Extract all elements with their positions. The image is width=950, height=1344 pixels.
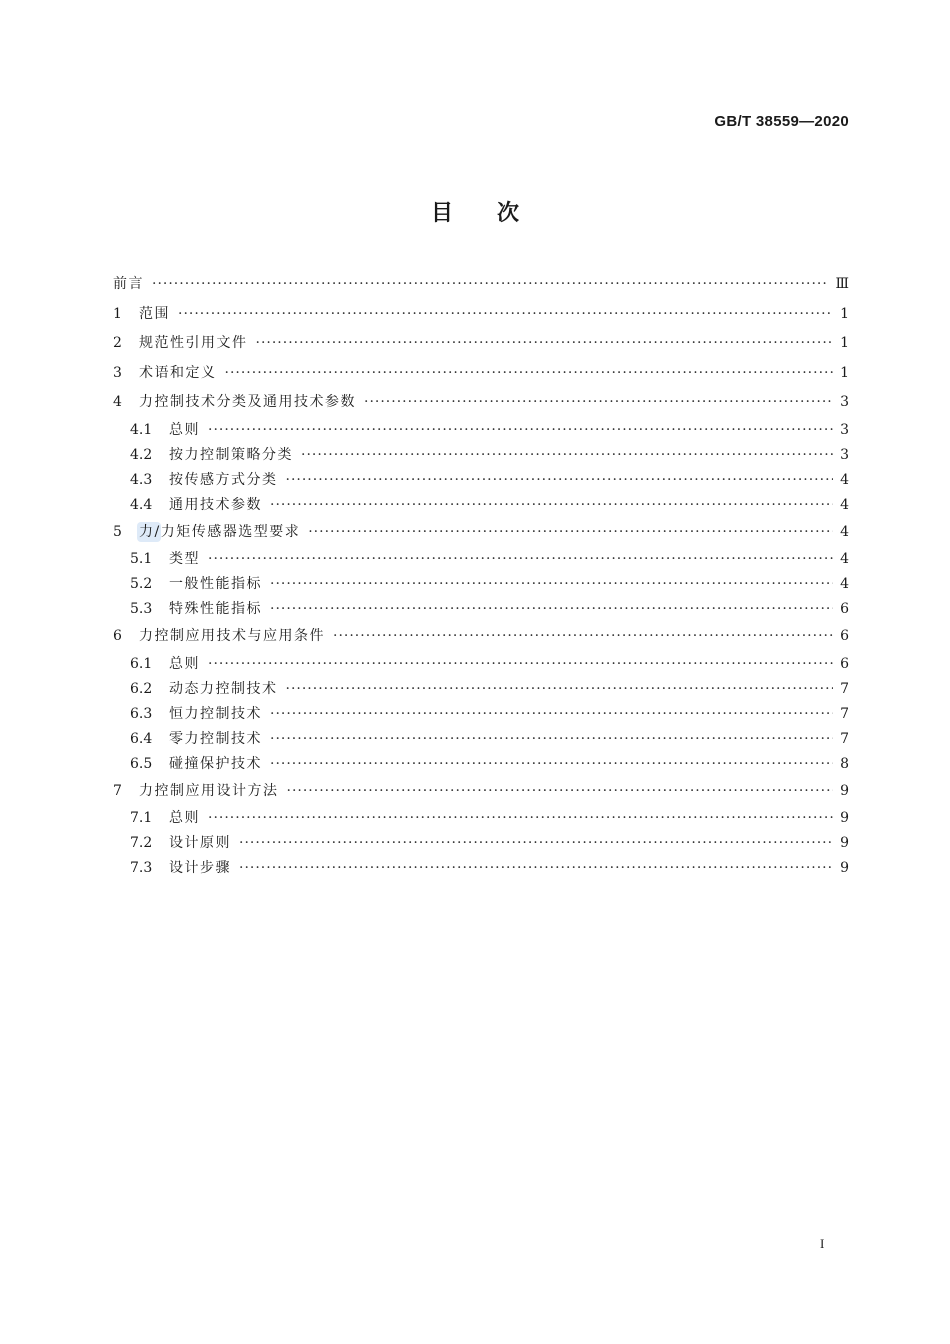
toc-entry-page: 3	[840, 394, 849, 410]
toc-entry-label: 按力控制策略分类	[169, 446, 293, 463]
toc-entry[interactable]	[113, 547, 849, 572]
toc-entry[interactable]	[113, 418, 849, 443]
toc-leader-dots	[333, 622, 833, 652]
toc-entry[interactable]	[113, 518, 849, 548]
toc-entry-page: 4	[840, 496, 849, 513]
toc-entry-page: 6	[840, 655, 849, 672]
toc-leader-dots	[270, 702, 833, 727]
toc-entry-label: 总则	[169, 810, 200, 826]
toc-leader-dots	[308, 518, 833, 548]
toc-entry-page: 3	[840, 446, 849, 463]
toc-entry-page: 4	[840, 523, 849, 540]
toc-entry[interactable]	[113, 622, 849, 652]
toc-entry[interactable]	[113, 300, 849, 330]
toc-entry-number: 4.1	[130, 421, 153, 438]
toc-leader-dots	[208, 418, 833, 443]
toc-entry-label: 力控制应用设计方法	[139, 782, 279, 799]
toc-entry-page: 7	[840, 730, 849, 747]
toc-entry-label: 特殊性能指标	[169, 601, 262, 617]
toc-entry-number: 7.3	[130, 860, 153, 876]
toc-entry[interactable]	[113, 329, 849, 359]
toc-leader-dots	[208, 806, 833, 831]
toc-entry[interactable]	[113, 806, 849, 831]
toc-entry-number: 6.2	[130, 680, 153, 697]
toc-entry-number: 7.2	[130, 835, 153, 851]
table-of-contents	[113, 270, 849, 881]
toc-entry-page: 4	[840, 551, 849, 567]
toc-entry-page: 9	[840, 810, 849, 826]
toc-entry-label: 通用技术参数	[169, 496, 262, 513]
toc-entry[interactable]	[113, 727, 849, 752]
toc-entry-number: 6.1	[130, 655, 153, 672]
toc-entry-page: 4	[840, 576, 849, 592]
toc-leader-dots	[364, 388, 833, 418]
toc-entry-number: 4.3	[130, 471, 153, 488]
toc-entry[interactable]	[113, 572, 849, 597]
toc-entry-label: 规范性引用文件	[139, 335, 248, 351]
toc-entry-page: 9	[840, 782, 849, 799]
toc-entry-number: 2	[113, 335, 122, 351]
toc-entry-page: 8	[840, 755, 849, 772]
toc-entry-label: 总则	[169, 421, 200, 438]
toc-entry-page: 7	[840, 705, 849, 722]
toc-entry-label: 力控制应用技术与应用条件	[139, 628, 325, 644]
toc-entry-number: 4.2	[130, 446, 153, 463]
toc-leader-dots	[301, 443, 833, 468]
toc-entry-page: 1	[840, 364, 849, 381]
toc-entry-number: 6	[113, 628, 122, 644]
toc-entry-label: 范围	[139, 305, 170, 322]
toc-entry-number: 6.5	[130, 755, 153, 772]
toc-entry-label: 总则	[169, 655, 200, 672]
toc-title: 目次	[430, 201, 563, 226]
toc-entry-number: 1	[113, 305, 122, 322]
toc-entry-page: 9	[840, 860, 849, 876]
toc-leader-dots	[270, 752, 833, 777]
toc-entry-page: 3	[840, 421, 849, 438]
toc-entry-number: 6.4	[130, 730, 153, 747]
toc-entry-label: 类型	[169, 551, 200, 567]
toc-entry-label: 零力控制技术	[169, 730, 262, 747]
toc-leader-dots	[270, 572, 833, 597]
toc-entry-label: 恒力控制技术	[169, 705, 262, 722]
toc-entry[interactable]	[113, 677, 849, 702]
toc-entry[interactable]	[113, 443, 849, 468]
toc-entry-label: 设计步骤	[169, 860, 231, 876]
toc-entry[interactable]	[113, 359, 849, 389]
toc-entry[interactable]	[113, 597, 849, 622]
toc-entry[interactable]	[113, 831, 849, 856]
toc-entry[interactable]	[113, 388, 849, 418]
toc-leader-dots	[286, 677, 834, 702]
toc-leader-dots	[256, 329, 834, 359]
toc-leader-dots	[208, 547, 833, 572]
toc-entry-number: 5.3	[130, 601, 153, 617]
toc-entry-label: 术语和定义	[139, 364, 217, 381]
toc-entry-page: 6	[840, 628, 849, 644]
toc-entry-label: 设计原则	[169, 835, 231, 851]
toc-entry-page: 6	[840, 601, 849, 617]
toc-leader-dots	[270, 727, 833, 752]
toc-entry-page: 9	[840, 835, 849, 851]
toc-leader-dots	[178, 300, 833, 330]
toc-entry[interactable]	[113, 652, 849, 677]
toc-leader-dots	[270, 493, 833, 518]
toc-leader-dots	[225, 359, 834, 389]
toc-entry-number: 5	[113, 523, 122, 540]
standard-code: GB/T 38559—2020	[714, 113, 849, 130]
toc-leader-dots	[286, 468, 834, 493]
toc-entry-number: 5.1	[130, 551, 153, 567]
page-number: I	[820, 1236, 825, 1251]
toc-entry-page: 1	[840, 305, 849, 322]
toc-entry-number: 5.2	[130, 576, 153, 592]
toc-entry-number: 7.1	[130, 810, 153, 826]
toc-entry-label: 一般性能指标	[169, 576, 262, 592]
toc-entry-page: 1	[840, 335, 849, 351]
toc-entry-number: 3	[113, 364, 122, 381]
toc-entry-label: 前言	[113, 276, 144, 292]
toc-entry-label: 按传感方式分类	[169, 471, 278, 488]
toc-entry-page: Ⅲ	[835, 276, 849, 292]
toc-leader-dots	[287, 777, 834, 807]
toc-entry[interactable]	[113, 856, 849, 881]
toc-entry-number: 4.4	[130, 496, 153, 513]
toc-entry-number: 4	[113, 394, 122, 410]
toc-entry-page: 4	[840, 471, 849, 488]
toc-entry-label: 碰撞保护技术	[169, 755, 262, 772]
toc-leader-dots	[152, 270, 829, 300]
toc-entry-label: 力/力矩传感器选型要求	[139, 523, 301, 540]
toc-entry[interactable]	[113, 752, 849, 777]
toc-leader-dots	[239, 856, 833, 881]
toc-leader-dots	[270, 597, 833, 622]
toc-entry-label: 力控制技术分类及通用技术参数	[139, 394, 356, 410]
toc-entry[interactable]	[113, 493, 849, 518]
toc-entry-label: 动态力控制技术	[169, 680, 278, 697]
toc-leader-dots	[239, 831, 833, 856]
toc-entry-number: 6.3	[130, 705, 153, 722]
toc-entry-number: 7	[113, 782, 122, 799]
toc-leader-dots	[208, 652, 833, 677]
toc-entry[interactable]	[113, 702, 849, 727]
toc-entry-page: 7	[840, 680, 849, 697]
toc-entry[interactable]	[113, 777, 849, 807]
toc-entry[interactable]	[113, 270, 849, 300]
toc-entry[interactable]	[113, 468, 849, 493]
